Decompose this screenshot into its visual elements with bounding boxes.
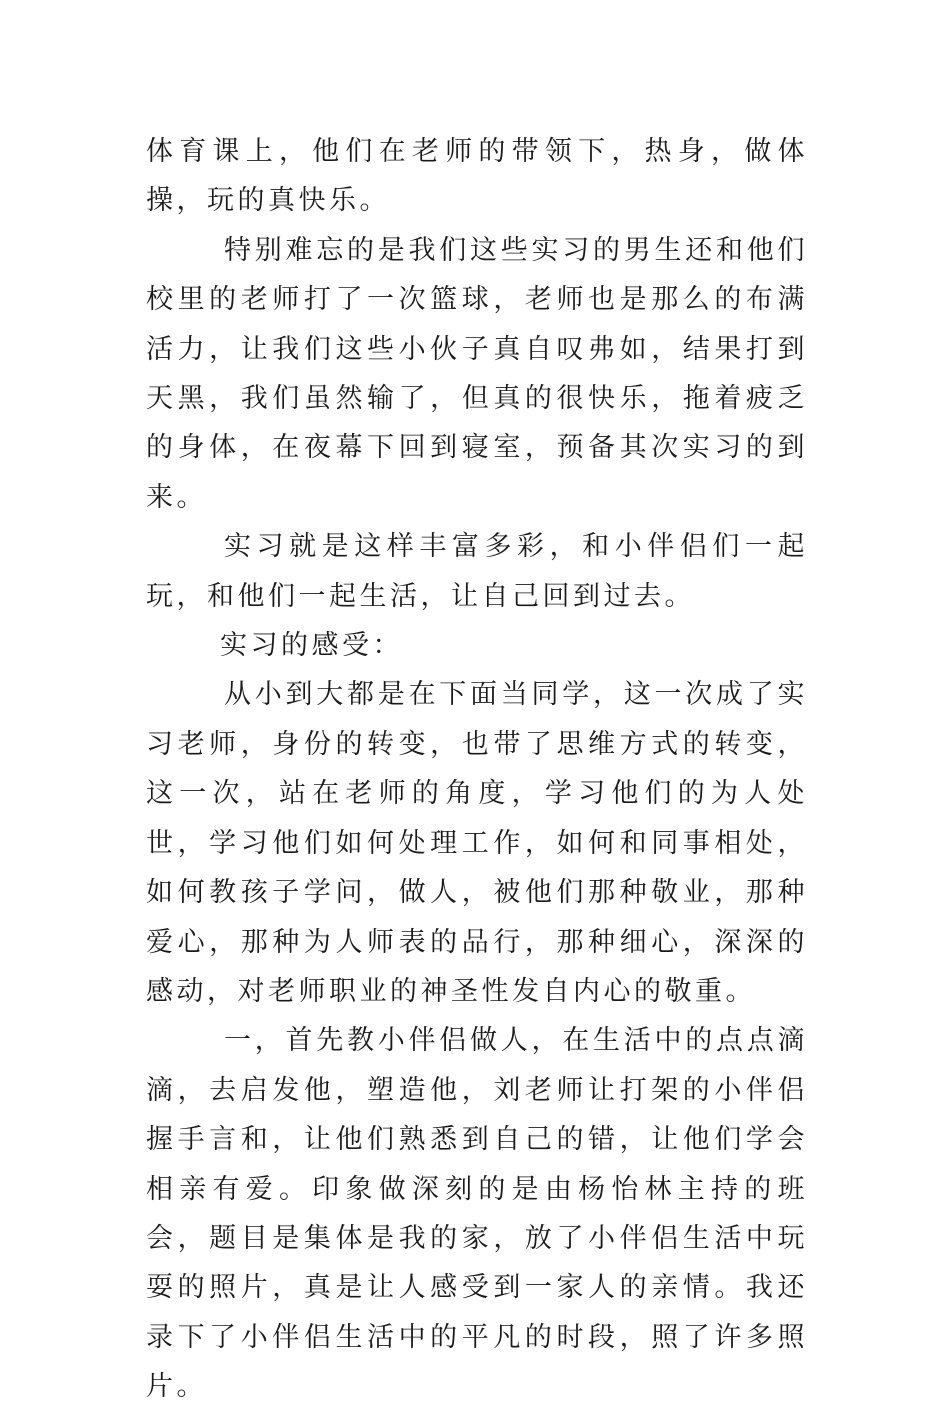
document-body bbox=[146, 127, 808, 1412]
paragraph-colorful-internship: 实习就是这样丰富多彩，和小伴侣们一起玩，和他们一起生活，让自己回到过去。 bbox=[146, 531, 808, 612]
paragraph-teaching-kids: 一，首先教小伴侣做人，在生活中的点点滴滴，去启发他，塑造他，刘老师让打架的小伴侣握手言和，让他们熟悉到自己的错，让他们学会相亲有爱。印象做深刻的是由杨怡林主持的班会，题目是集体是我的家，放了小伴侣生活中玩耍的照片，真是让人感受到一家人的亲情。我还录下了小伴侣生活中的平凡的时段，照了许多照片。 bbox=[146, 1025, 808, 1403]
section-heading-feelings: 实习的感受： bbox=[220, 630, 403, 662]
paragraph-continuation: 体育课上，他们在老师的带领下，热身，做体操，玩的真快乐。 bbox=[146, 136, 808, 217]
paragraph-role-change: 从小到大都是在下面当同学，这一次成了实习老师，身份的转变，也带了思维方式的转变，这一次，站在老师的角度，学习他们的为人处世，学习他们如何处理工作，如何和同事相处，如何教孩子学问，做人，被他们那种敬业，那种爱心，那种为人师表的品行，那种细心，深深的感动，对老师职业的神圣性发自内心的敬重。 bbox=[146, 679, 808, 1007]
paragraph-basketball: 特别难忘的是我们这些实习的男生还和他们校里的老师打了一次篮球，老师也是那么的布满活力，让我们这些小伙子真自叹弗如，结果打到天黑，我们虽然输了，但真的很快乐，拖着疲乏的身体，在夜幕下回到寝室，预备其次实习的到来。 bbox=[146, 234, 808, 513]
